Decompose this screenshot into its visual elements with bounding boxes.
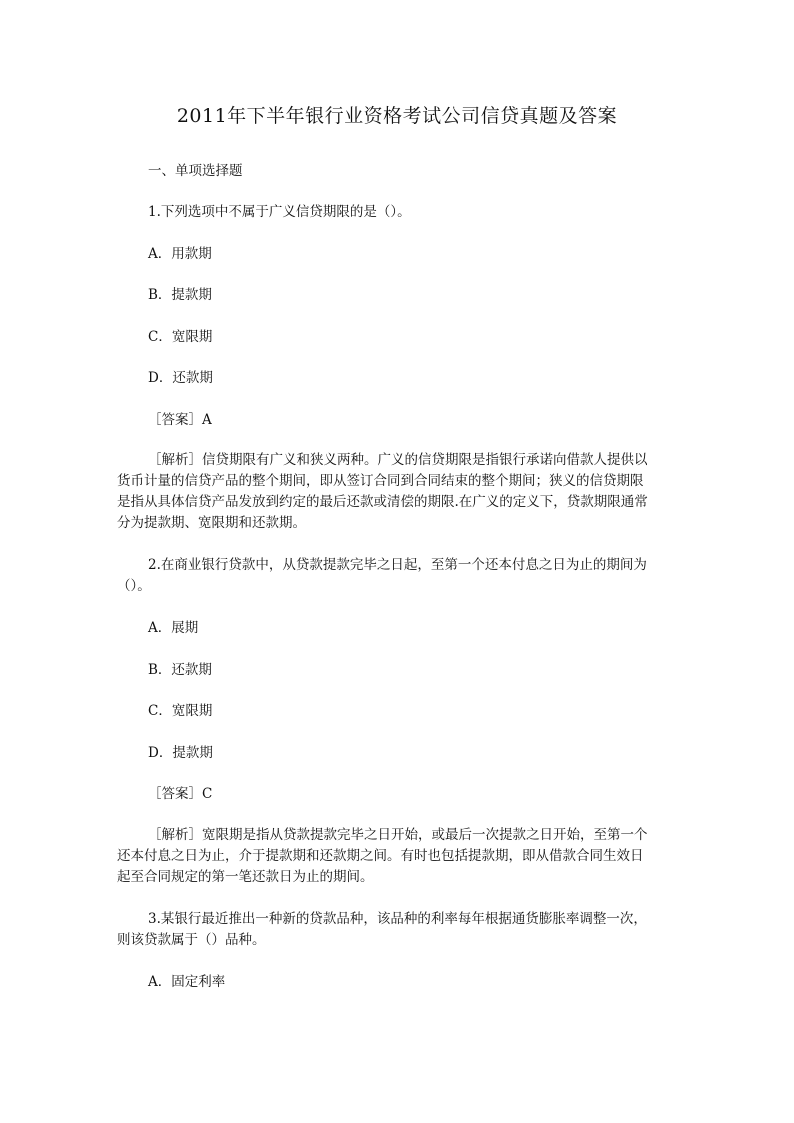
- document-title: 2011年下半年银行业资格考试公司信贷真题及答案: [176, 105, 618, 127]
- question-2-option-c: C．宽限期: [148, 703, 213, 719]
- analysis-line: ［解析］宽限期是指从贷款提款完毕之日开始，或最后一次提款之日开始，至第一个: [148, 827, 648, 843]
- question-2-answer: ［答案］C: [148, 786, 213, 802]
- analysis-line: 起至合同规定的第一笔还款日为止的期间。: [117, 869, 374, 885]
- analysis-line: 分为提款期、宽限期和还款期。: [117, 515, 306, 531]
- question-1-option-b: B．提款期: [148, 287, 212, 303]
- stem-line: 3.某银行最近推出一种新的贷款品种，该品种的利率每年根据通货膨胀率调整一次，: [148, 911, 647, 927]
- question-2-stem: [117, 555, 647, 597]
- question-1-answer: ［答案］A: [148, 412, 212, 428]
- analysis-line: 是指从具体信贷产品发放到约定的最后还款或清偿的期限.在广义的定义下，贷款期限通常: [117, 494, 648, 510]
- question-2-option-d: D．提款期: [148, 745, 213, 761]
- question-1-option-a: A．用款期: [148, 246, 212, 262]
- stem-line: 2.在商业银行贷款中，从贷款提款完毕之日起，至第一个还本付息之日为止的期间为: [148, 557, 647, 573]
- section-heading: 一、单项选择题: [148, 163, 243, 179]
- question-1-option-d: D．还款期: [148, 370, 213, 386]
- question-2-analysis: [117, 825, 648, 888]
- question-1-option-c: C．宽限期: [148, 329, 213, 345]
- analysis-line: 货币计量的信贷产品的整个期间，即从签订合同到合同结束的整个期间；狭义的信贷期限: [117, 473, 644, 489]
- question-2-option-b: B．还款期: [148, 662, 212, 678]
- question-2-option-a: A．展期: [148, 620, 199, 636]
- question-3-option-a: A．固定利率: [148, 974, 226, 990]
- stem-line: 则该贷款属于（）品种。: [117, 932, 266, 948]
- analysis-line: 还本付息之日为止，介于提款期和还款期之间。有时也包括提款期，即从借款合同生效日: [117, 848, 644, 864]
- question-1-analysis: [117, 450, 648, 534]
- question-3-stem: [117, 909, 647, 951]
- question-1-stem: 1.下列选项中不属于广义信贷期限的是（）。: [148, 204, 411, 220]
- stem-line: （）。: [117, 578, 151, 594]
- analysis-line: ［解析］信贷期限有广义和狭义两种。广义的信贷期限是指银行承诺向借款人提供以: [148, 452, 648, 468]
